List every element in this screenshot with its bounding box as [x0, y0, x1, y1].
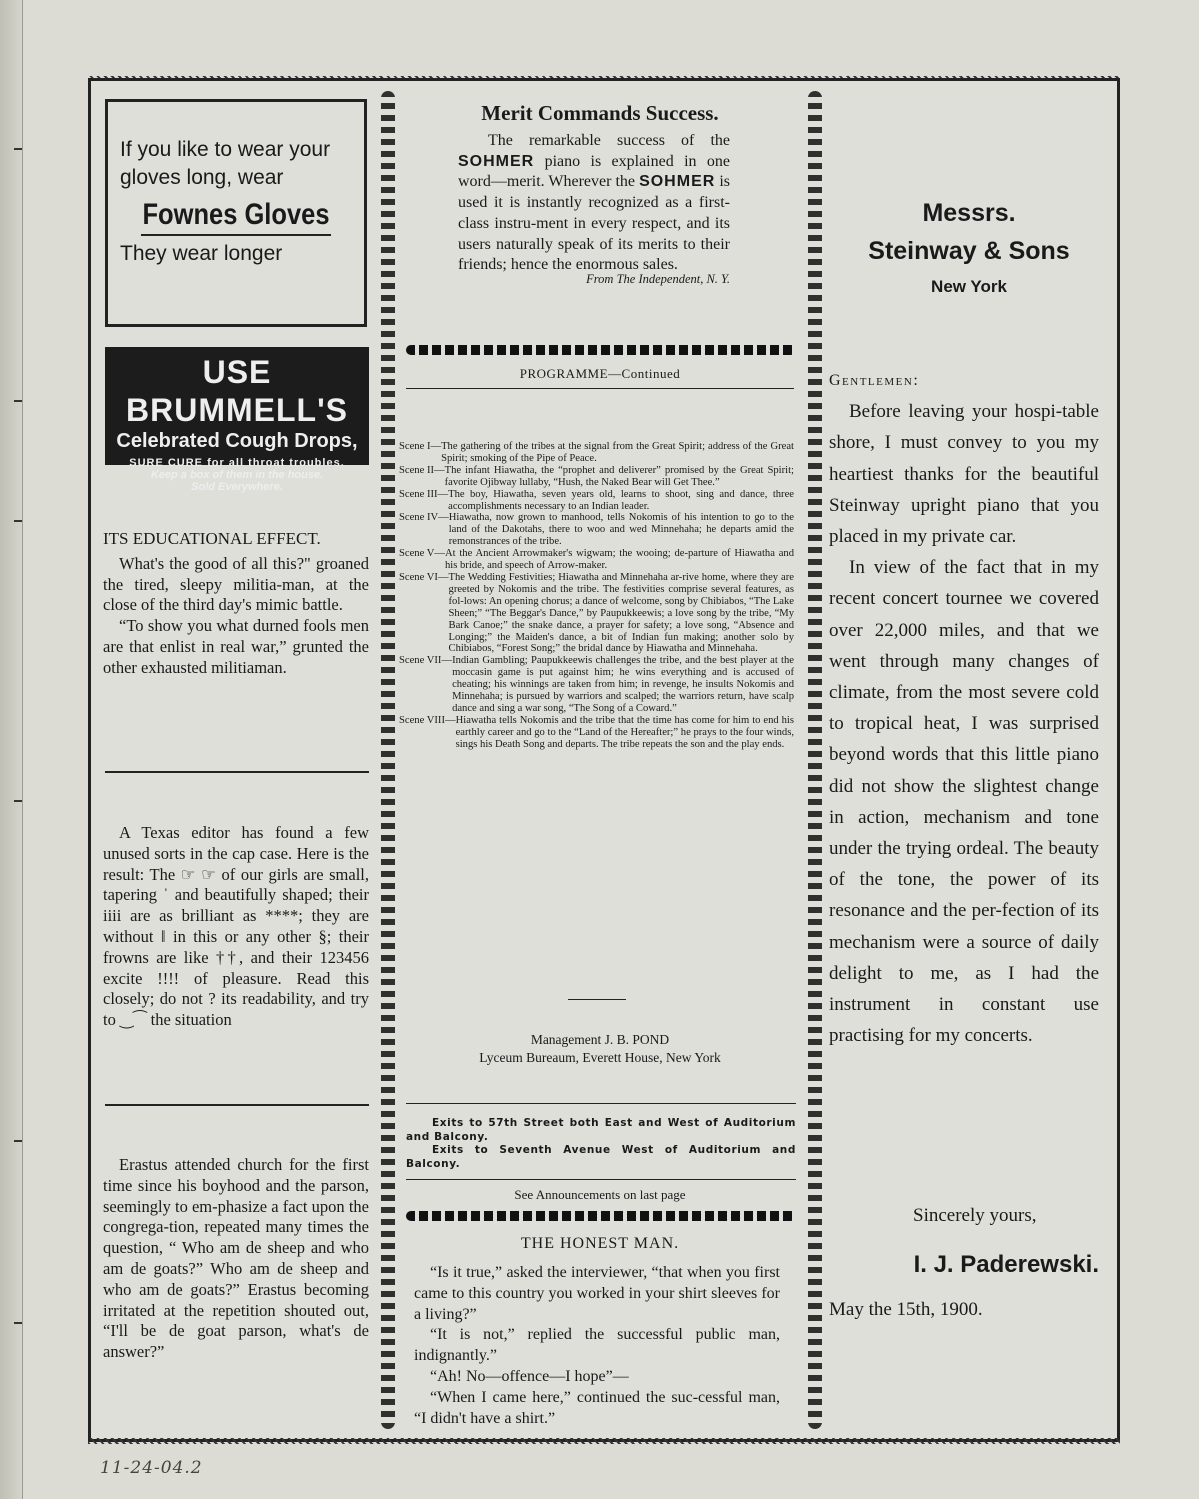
letter-signature: I. J. Paderewski.: [913, 1251, 1099, 1278]
letter-closing: Sincerely yours,: [913, 1205, 1037, 1226]
scene-row: Scene IV — Hiawatha, now grown to manhood, tells Nokomis of his intention to go to the land of the Dakotahs, there to woo and wed Minnehaha; he departs amid the remonstrances of the tribe.: [399, 512, 794, 548]
scene-row: Scene VII — Indian Gambling; Paupukkeewis challenges the tribe, and the best player at the moccasin game is put against him; he wins everything and is accused of cheating; his winnings are taken from him; in revenge, he insults Nokomis and Minnehaha; is pursued by warriors and scalped; the warriors return, have scalp dance and sing a war song, “The Song of a Coward.”: [399, 655, 794, 714]
edge-mark: [14, 800, 22, 802]
educational-p1: What's the good of all this?" groaned the tired, sleepy militia-man, at the close of the third day's mimic battle.: [103, 553, 369, 615]
merit-text-a: The remarkable success of the: [488, 132, 730, 149]
merit-text-c: is used it is instantly recognized as a first-class instru-ment in every respect, and its users naturally speak of its merits to their friends; hence the enormous sales.: [458, 173, 730, 274]
handwritten-accession-note: 11-24-04.2: [100, 1458, 203, 1478]
scene-label: Scene V: [399, 548, 435, 560]
scene-label: Scene I: [399, 441, 431, 452]
sohmer-brand-1: SOHMER: [458, 152, 535, 170]
brummell-line5: Sold Everywhere.: [191, 481, 283, 493]
letter-salutation: Gentlemen:: [829, 372, 920, 389]
honest-man-title: THE HONEST MAN.: [520, 1235, 680, 1252]
fownes-rule: [141, 234, 331, 236]
scene-label: Scene VI: [399, 571, 438, 583]
brummell-line2: Celebrated Cough Drops,: [116, 430, 358, 452]
scene-label: Scene VIII: [399, 714, 445, 726]
addressee-city: New York: [931, 277, 1007, 296]
letter-body: [829, 365, 1099, 1051]
letter-p2: In view of the fact that in my recent concert tournee we covered over 22,000 miles, and that we went through many changes of climate, from the most severe cold to tropical heat, I was surprised beyond words that this little piano did not show the slightest change in action, mechanism and tone under the trying ordeal. The beauty of the tone, the power of its resonance and the per-fection of its mechanism were a source of daily delight to me, as I had the instrument in constant use practising for my concerts.: [829, 557, 1099, 1047]
fownes-tagline: They wear longer: [120, 242, 283, 265]
scene-label: Scene II: [399, 464, 434, 476]
binding-edge: [0, 0, 23, 1499]
letter-p1: Before leaving your hospi-table shore, I must convey to you my heartiest thanks for the beautiful Steinway upright piano that you placed in my private car.: [829, 401, 1099, 548]
letter-date: May the 15th, 1900.: [829, 1299, 983, 1320]
edge-mark: [14, 1322, 22, 1324]
edge-mark: [14, 520, 22, 522]
divider-rule: [105, 1104, 369, 1106]
edge-mark: [14, 148, 22, 150]
fownes-gloves-ad: [105, 99, 367, 327]
divider-rule: [406, 1179, 796, 1180]
exits-seventh: Exits to Seventh Avenue West of Auditorium and Balcony.: [406, 1144, 796, 1170]
frame-bottom-border: [88, 1438, 1120, 1444]
short-rule: [568, 999, 626, 1000]
exits-notice: [406, 1117, 796, 1171]
sohmer-brand-2: SOHMER: [639, 173, 716, 191]
management-block: [396, 1031, 804, 1067]
management-line2: Lyceum Bureaum, Everett House, New York: [479, 1050, 721, 1065]
merit-text-b: piano is explained in one word—merit. Wherever the: [458, 152, 730, 191]
texas-text: A Texas editor has found a few unused sorts in the cap case. Here is the result: The ☞ ☞ of our girls are small, tapering ˈ and beautifully shaped; their iiii are as brilliant as ****; they are without ‖ in this or any other §; their frowns are like ††, and their 123456 excite !!!! of pleasure. Read this closely; do not ? its readability, and try to ‿⁀ the situation: [103, 823, 369, 1030]
chain-divider-right: [808, 91, 822, 1429]
edge-mark: [14, 1140, 22, 1142]
merit-body: [458, 131, 730, 286]
scene-list: [399, 441, 794, 751]
honest-p3: “Ah! No—offence—I hope”—: [430, 1367, 629, 1385]
scene-row: Scene VIII — Hiawatha tells Nokomis and the tribe that the time has come for him to end his earthly career and go to the “Land of the Hereafter;” he prays to the four winds, sings his Death Song and departs. The tribe repeats the son and the play ends.: [399, 714, 794, 750]
fownes-brand: Fownes Gloves: [142, 198, 330, 231]
merit-source: From The Independent, N. Y.: [586, 271, 730, 286]
edge-mark: [14, 400, 22, 402]
divider-rule: [406, 388, 794, 389]
honest-p2: “It is not,” replied the successful public man, indignantly.”: [414, 1326, 780, 1365]
scene-text: Hiawatha, now grown to manhood, tells Nokomis of his intention to go to the land of the Dakotahs, there to woo and wed Minnehaha; he departs amid the remonstrances of the tribe.: [448, 512, 794, 548]
chain-rule: [406, 345, 796, 355]
divider-rule: [406, 1103, 796, 1104]
honest-p1: “Is it true,” asked the interviewer, “that when you first came to this country you worked in your shirt sleeves for a living?”: [414, 1264, 780, 1323]
scene-text: Indian Gambling; Paupukkeewis challenges the tribe, and the best player at the moccasin game is put against him; he wins everything and is accused of cheating; his winnings are taken from him; in revenge, he insults Nokomis and Minnehaha; is pursued by warriors and scalped; the warriors return, have scalp dance and sing a war song, “The Song of a Coward.”: [452, 655, 794, 714]
erastus-article: [103, 1155, 369, 1363]
brummell-line1: USE BRUMMELL'S: [125, 354, 349, 428]
scene-text: The infant Hiawatha, the “prophet and deliverer” promised by the Great Spirit; favorite Ojibway lullaby, “Hush, the Naked Bear will Get Thee.”: [444, 464, 794, 488]
honest-man-article: [414, 1263, 780, 1429]
educational-p2: “To show you what durned fools men are that enlist in real war,” grunted the other exhausted militiaman.: [103, 616, 369, 677]
scene-text: The Wedding Festivities; Hiawatha and Minnehaha ar-rive home, where they are greeted by Nokomis and the tribe. The festivities comprise several features, as fol-lows: An opening chorus; a dance of welcome, song by Chibiabos, “The Lake Sheen;” “The Beggar's Dance,” by Paupukkeewis; a love song by the tribe, “My Bark Canoe;” the snake dance, a prayer for safety; a love song, “Absence and Longing;” the Maiden's dance, a bit of Indian fun making; another solo by Chibiabos, “Forest Song;” the bridal dance by Hiawatha and Minnehaha.: [448, 571, 794, 655]
divider-rule: [105, 771, 369, 773]
exits-57th: Exits to 57th Street both East and West of Auditorium and Balcony.: [406, 1117, 796, 1143]
scene-text: The boy, Hiawatha, seven years old, learns to shoot, sing and dance, three accomplishments necessary to an Indian leader.: [448, 488, 794, 512]
erastus-text: Erastus attended church for the first time since his boyhood and the parson, seemingly to em-phasize a fact upon the congrega-tion, repeated many times the question, “ Who am de sheep and who am de goats?” Who am de sheep and who am de goats?” Erastus becoming irritated at the repetition shouted out, “I'll be de goat parson, what's de answer?”: [103, 1155, 369, 1362]
scene-row: Scene III — The boy, Hiawatha, seven years old, learns to shoot, sing and dance, three accomplishments necessary to an Indian leader.: [399, 488, 794, 512]
fownes-line1: If you like to wear your gloves long, wear: [120, 138, 331, 189]
educational-heading: ITS EDUCATIONAL EFFECT.: [103, 529, 321, 548]
announcements-note: See Announcements on last page: [514, 1187, 686, 1202]
scene-text: Hiawatha tells Nokomis and the tribe that the time has come for him to end his earthly career and go to the “Land of the Hereafter;” he prays to the four winds, sings his Death Song and departs. The tribe repeats the son and the play ends.: [455, 714, 794, 750]
educational-effect-article: [103, 529, 369, 679]
scene-row: Scene V — At the Ancient Arrowmaker's wigwam; the wooing; de-parture of Hiawatha and his bride, and speech of Arrow-maker.: [399, 548, 794, 572]
addressee-steinway: Steinway & Sons: [868, 237, 1070, 265]
brummell-line3: SURE CURE for all throat troubles.: [129, 457, 345, 469]
brummell-cough-drops-ad: [105, 347, 369, 493]
chain-divider-left: [381, 91, 395, 1429]
texas-editor-article: [103, 823, 369, 1031]
merit-title: Merit Commands Success.: [481, 101, 719, 125]
scene-row: Scene VI — The Wedding Festivities; Hiawatha and Minnehaha ar-rive home, where they are greeted by Nokomis and the tribe. The festivities comprise several features, as fol-lows: An opening chorus; a dance of welcome, song by Chibiabos, “The Lake Sheen;” “The Beggar's Dance,” by Paupukkeewis; a love song by the tribe, “My Bark Canoe;” the snake dance, a prayer for safety; a love song, “Absence and Longing;” the Maiden's dance, a bit of Indian fun making; another solo by Chibiabos, “Forest Song;” the bridal dance by Hiawatha and Minnehaha.: [399, 571, 794, 655]
chain-rule: [406, 1211, 796, 1221]
scene-label: Scene VII: [399, 655, 442, 667]
honest-p4: “When I came here,” continued the suc-cessful man, “I didn't have a shirt.”: [414, 1388, 780, 1427]
brummell-line4: Keep a box of them in the house.: [150, 469, 324, 481]
scene-label: Scene IV: [399, 512, 439, 524]
scene-row: Scene II — The infant Hiawatha, the “prophet and deliverer” promised by the Great Spirit; favorite Ojibway lullaby, “Hush, the Naked Bear will Get Thee.”: [399, 464, 794, 488]
scene-row: Scene I — The gathering of the tribes at the signal from the Great Spirit; address of the Great Spirit; smoking of the Pipe of Peace.: [399, 441, 794, 464]
scene-text: At the Ancient Arrowmaker's wigwam; the wooing; de-parture of Hiawatha and his bride, and speech of Arrow-maker.: [445, 548, 794, 572]
scene-label: Scene III: [399, 488, 438, 500]
scene-text: The gathering of the tribes at the signal from the Great Spirit; address of the Great Spirit; smoking of the Pipe of Peace.: [441, 441, 794, 464]
addressee-messrs: Messrs.: [922, 199, 1016, 227]
programme-heading: PROGRAMME—Continued: [519, 366, 681, 381]
management-line1: Management J. B. POND: [530, 1032, 670, 1047]
page-frame: [88, 78, 1120, 1442]
